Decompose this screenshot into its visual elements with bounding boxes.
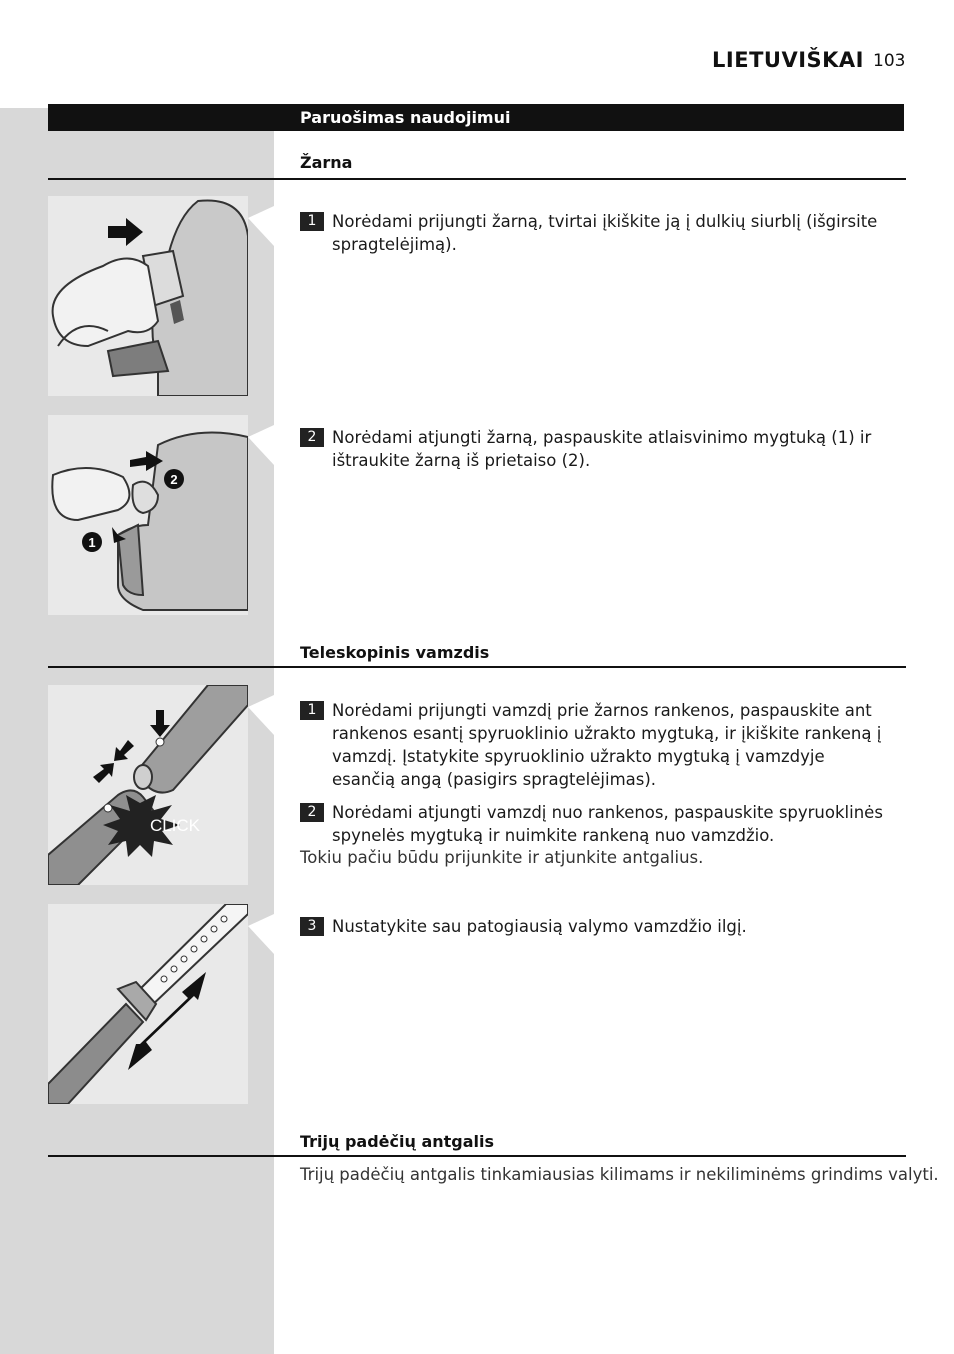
tube-step-1 xyxy=(300,699,890,791)
tube-step-3 xyxy=(300,915,890,938)
step-number: 1 xyxy=(300,212,324,231)
nozzle-heading-rule xyxy=(48,1155,906,1157)
step-text: Norėdami prijungti vamzdį prie žarnos rankenos, paspauskite ant rankenos esantį spyruoklinio užrakto mygtuką, ir įkiškite rankeną į vamzdį. Įstatykite spyruoklinio užrakto mygtuką į vamzdyje esančią angą (pasigirs spragtelėjimas). xyxy=(332,701,882,789)
tube-length-illustration xyxy=(48,904,248,1104)
click-label: CLICK xyxy=(149,816,201,835)
language-header: LIETUVIŠKAI xyxy=(712,48,864,72)
figure-label-1: 1 xyxy=(88,535,96,550)
callout-pointer xyxy=(248,206,274,246)
nozzle-heading: Trijų padėčių antgalis xyxy=(300,1132,495,1151)
step-text: Norėdami prijungti žarną, tvirtai įkiškite ją į dulkių siurblį (išgirsite spragtelėjimą). xyxy=(332,212,878,254)
nozzle-text: Trijų padėčių antgalis tinkamiausias kilimams ir nekiliminėms grindims valyti. xyxy=(300,1165,939,1184)
tube-heading: Teleskopinis vamzdis xyxy=(300,643,490,662)
step-number: 2 xyxy=(300,803,324,822)
step-text: Norėdami atjungti vamzdį nuo rankenos, paspauskite spyruoklinės spynelės mygtuką ir nuimkite rankeną nuo vamzdžio. xyxy=(332,803,883,845)
step-number: 1 xyxy=(300,701,324,720)
callout-pointer xyxy=(248,695,274,735)
hose-release-illustration xyxy=(48,415,248,615)
callout-pointer xyxy=(248,425,274,465)
step-text: Nustatykite sau patogiausią valymo vamzdžio ilgį. xyxy=(332,917,747,936)
hose-step-1 xyxy=(300,210,890,256)
section-title-bar xyxy=(48,104,904,131)
step-number: 2 xyxy=(300,428,324,447)
tube-note: Tokiu pačiu būdu prijunkite ir atjunkite antgalius. xyxy=(300,848,704,867)
hose-step-2 xyxy=(300,426,890,472)
hose-heading-rule xyxy=(48,178,906,180)
section-title: Paruošimas naudojimui xyxy=(300,108,511,127)
page-number: 103 xyxy=(873,51,906,71)
tube-step-2 xyxy=(300,801,890,847)
step-text: Norėdami atjungti žarną, paspauskite atlaisvinimo mygtuką (1) ir ištraukite žarną iš prietaiso (2). xyxy=(332,428,872,470)
tube-click-illustration xyxy=(48,685,248,885)
callout-pointer xyxy=(248,914,274,954)
step-number: 3 xyxy=(300,917,324,936)
hose-connect-illustration xyxy=(48,196,248,396)
tube-heading-rule xyxy=(48,666,906,668)
figure-label-2: 2 xyxy=(170,472,178,487)
hose-heading: Žarna xyxy=(300,153,353,172)
